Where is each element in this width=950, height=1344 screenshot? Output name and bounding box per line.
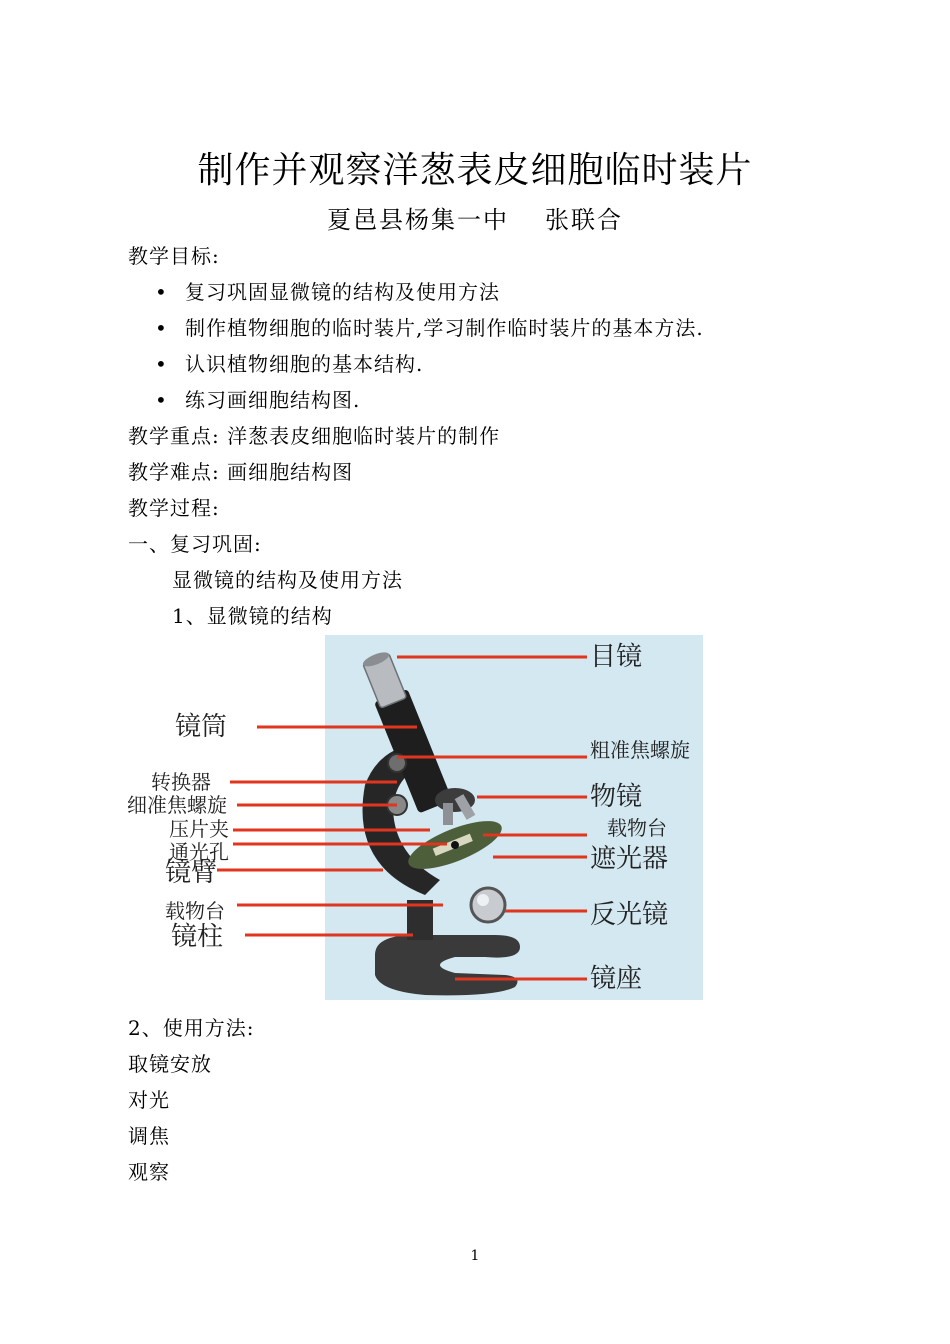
- label-body-tube: 镜筒: [175, 712, 228, 742]
- label-mirror: 反光镜: [590, 900, 669, 930]
- section1-heading: 一、复习巩固:: [128, 532, 262, 556]
- label-stage-left: 载物台: [165, 899, 225, 923]
- author-line: [0, 200, 950, 235]
- author-school: 夏邑县杨集一中: [327, 206, 509, 234]
- objective-item: • 认识植物细胞的基本结构.: [155, 352, 424, 376]
- key-point: 教学重点: 洋葱表皮细胞临时装片的制作: [128, 424, 501, 448]
- mirror: [471, 888, 505, 922]
- section1-item1: 1、显微镜的结构: [172, 604, 333, 628]
- author-name: 张联合: [545, 206, 623, 234]
- label-diaphragm: 遮光器: [590, 844, 669, 874]
- label-stage-clip: 压片夹: [169, 817, 229, 841]
- page-number: 1: [470, 1248, 480, 1264]
- label-stage-right: 载物台: [607, 816, 667, 840]
- process-heading: 教学过程:: [128, 496, 220, 520]
- step-item: 调焦: [128, 1124, 170, 1148]
- difficulty: 教学难点: 画细胞结构图: [128, 460, 354, 484]
- bullet-icon: •: [155, 352, 168, 376]
- bullet-icon: •: [155, 280, 168, 304]
- objective-item: • 练习画细胞结构图.: [155, 388, 361, 412]
- label-objective: 物镜: [590, 782, 643, 812]
- step-item: 对光: [128, 1088, 170, 1112]
- objective-item: • 复习巩固显微镜的结构及使用方法: [155, 280, 500, 304]
- label-eyepiece: 目镜: [590, 642, 643, 672]
- microscope-diagram: [125, 635, 705, 1003]
- document-title: 制作并观察洋葱表皮细胞临时装片: [197, 150, 753, 191]
- label-coarse-focus: 粗准焦螺旋: [590, 738, 690, 762]
- label-aperture: 通光孔: [169, 840, 229, 864]
- label-arm: 镜臂: [165, 858, 218, 888]
- objective-item: • 制作植物细胞的临时装片,学习制作临时装片的基本方法.: [155, 316, 704, 340]
- label-base: 镜座: [590, 964, 643, 994]
- section1-subtitle: 显微镜的结构及使用方法: [172, 568, 403, 592]
- step-item: 取镜安放: [128, 1052, 212, 1076]
- step-item: 观察: [128, 1160, 170, 1184]
- section2-heading: 2、使用方法:: [128, 1016, 255, 1040]
- objectives-heading: 教学目标:: [128, 244, 220, 268]
- label-fine-focus: 细准焦螺旋: [127, 793, 227, 817]
- bullet-icon: •: [155, 316, 168, 340]
- bullet-icon: •: [155, 388, 168, 412]
- label-pillar: 镜柱: [171, 922, 224, 952]
- label-revolving-nosepiece: 转换器: [151, 770, 211, 794]
